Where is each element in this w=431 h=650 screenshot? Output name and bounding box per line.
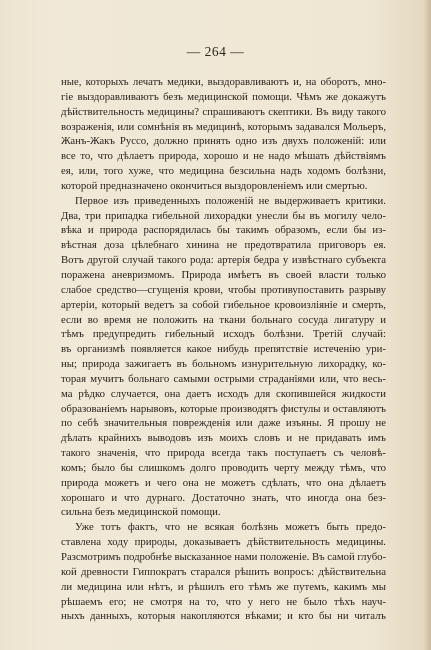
text-line: образованіемъ нарывовъ, которые производятъ фистулы и оставляютъ xyxy=(61,402,386,415)
text-line: тѣмъ предупредить гибельный исходъ болѣзни. Третій случай: xyxy=(61,328,386,341)
text-line: хорошаго и что дурнаго. Достаточно знать, что иногда она без- xyxy=(61,491,386,504)
text-line: ма рѣдко случается, она даетъ исходъ для скопившейся жидкости xyxy=(61,387,386,400)
text-line: дѣлать крайнихъ выводовъ изъ моихъ словъ и не придавать имъ xyxy=(61,432,386,445)
text-line: сильна безъ медицинской помощи. xyxy=(61,506,221,519)
text-line: ставлена ходу природы, доказываетъ дѣйствительность медицины. xyxy=(61,536,386,549)
text-line: природа можетъ и чего она не можетъ сдѣлать, что она дѣлаетъ xyxy=(61,476,386,489)
text-line: ея, или, того хуже, что медицина безсильна надъ ходомъ болѣзни, xyxy=(61,165,386,178)
text-line: ны; природа зажигаетъ въ больномъ изнурительную лихорадку, ко- xyxy=(61,358,386,371)
text-line: торая мучитъ больнаго самыми острыми страданіями или, что весь- xyxy=(61,372,386,385)
text-line: дѣйствительность медицины? спрашиваютъ скептики. Въ виду такого xyxy=(61,105,386,118)
text-line: вѣка и природа распорядилась бы такимъ образомъ, если бы из- xyxy=(61,224,386,237)
text-line: рѣшаемъ его; не смотря на то, что у него не было тѣхъ науч- xyxy=(61,595,386,608)
text-line: которой предназначено окончиться выздоровленіемъ или смертью. xyxy=(61,179,368,192)
text-line: комъ; было бы слишкомъ долго проводить черту между тѣмъ, что xyxy=(61,461,386,474)
text-line: слабое средство—сгущенія крови, чтобы противупоставить разрыву xyxy=(61,283,386,296)
text-line: такого значенія, что природа всегда такъ поступаетъ съ человѣ- xyxy=(61,447,386,460)
text-line: Два, три припадка гибельной лихорадки унесли бы въ могилу чело- xyxy=(61,209,386,222)
paragraph xyxy=(61,520,386,624)
text-line: по себѣ значительныя поврежденія или даже изъяны. Я прошу не xyxy=(61,417,386,430)
page-number: — 264 — xyxy=(186,44,245,59)
text-line: ные, которыхъ лечатъ медики, выздоравливаютъ и, на оборотъ, мно- xyxy=(61,76,386,88)
text-line: кой древности Гиппократъ старался рѣшить вопросъ: дѣйствительна xyxy=(61,565,386,578)
paragraph xyxy=(61,194,386,521)
paragraph xyxy=(61,75,386,194)
text-line: вѣстная доза цѣлебнаго хинина не предотвратила приговоръ ея. xyxy=(61,239,386,252)
text-line: ныхъ данныхъ, которыя накопляются вѣками; и кто бы ни читалъ xyxy=(61,610,386,623)
text-line: если во время не положить на ткани больнаго сосуда лигатуру и xyxy=(61,313,386,326)
text-line: Уже тотъ фактъ, что не всякая болѣзнь можетъ быть предо- xyxy=(75,521,386,534)
text-line: все то, что дѣлаетъ природа, хорошо и не надо мѣшать дѣйствіямъ xyxy=(61,150,386,163)
text-line: Разсмотримъ подробнѣе высказанное нами положеніе. Въ самой глубо- xyxy=(61,551,386,563)
page-body xyxy=(61,75,386,624)
text-line: гіе выздоравливаютъ безъ медицинской помощи. Чѣмъ же докажутъ xyxy=(61,90,386,103)
page-edge-shadow xyxy=(423,0,431,650)
text-line: Жанъ-Жакъ Руссо, должно принять одно изъ двухъ положеній: или xyxy=(61,135,386,148)
text-line: Первое изъ приведенныхъ положеній не выдерживаетъ критики. xyxy=(75,194,386,207)
text-line: ли медицина или нѣтъ, и рѣшилъ его тѣмъ же путемъ, какимъ мы xyxy=(61,580,386,593)
text-line: артеріи, который ведетъ за собой гибельное кровоизліяніе и смерть, xyxy=(61,298,386,311)
text-line: возраженія, или сомнѣнія въ медицинѣ, которымъ задавался Мольеръ, xyxy=(61,120,386,133)
text-line: поражена аневризмомъ. Природа имѣетъ въ своей власти только xyxy=(61,268,386,281)
text-line: Вотъ другой случай такого рода: артерія бедра у извѣстнаго субъекта xyxy=(61,254,386,267)
text-line: въ организмѣ появляется какое нибудь препятствіе истеченію ури- xyxy=(61,343,386,356)
